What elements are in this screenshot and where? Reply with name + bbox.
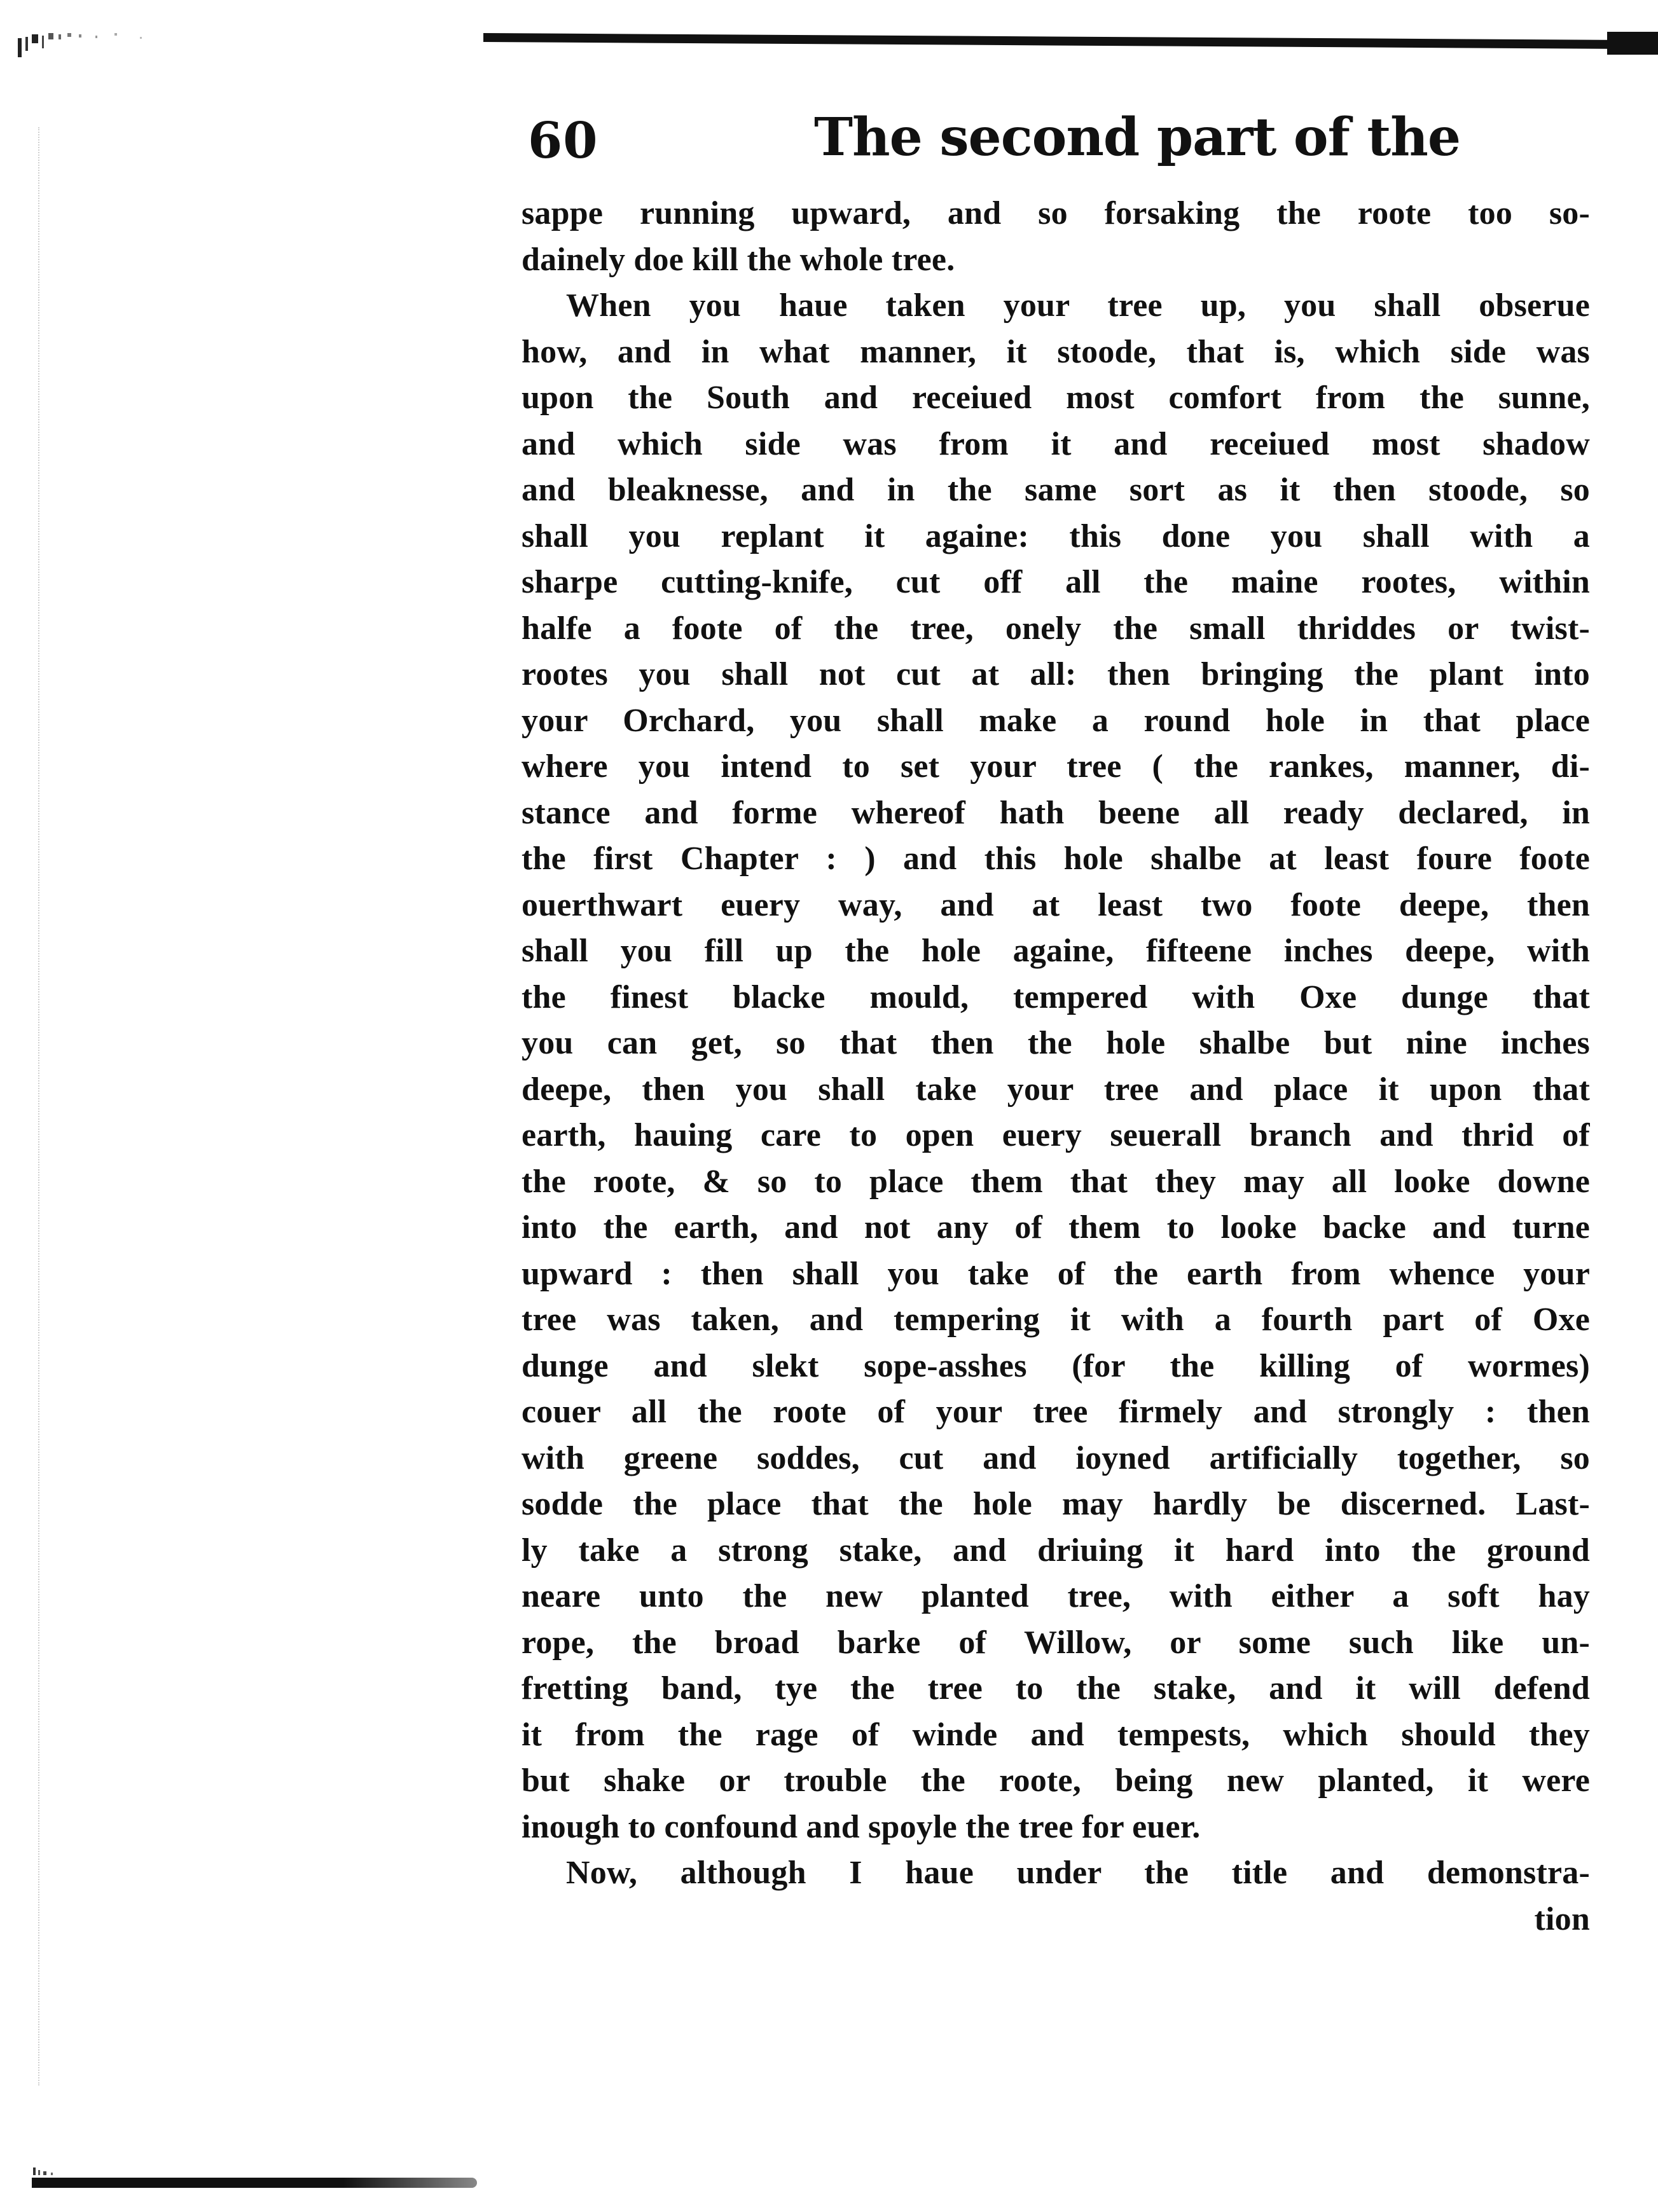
text-line: how, and in what manner, it stoode, that is, which side was [522,333,1590,370]
scan-specks-bottom-left [32,2165,108,2178]
text-line: rootes you shall not cut at all: then bringing the plant into [522,656,1590,692]
text-line: sharpe cutting-knife, cut off all the maine rootes, within [522,564,1590,600]
text-line: When you haue taken your tree up, you shall obserue [566,287,1590,324]
text-line: sappe running upward, and so forsaking the roote too so- [522,195,1590,231]
text-line: shall you fill up the hole againe, fifteene inches deepe, with [522,933,1590,969]
text-line: where you intend to set your tree ( the rankes, manner, di- [522,748,1590,785]
text-line: and which side was from it and receiued most shadow [522,425,1590,462]
running-head: The second part of the [814,107,1461,168]
text-line: stance and forme whereof hath beene all ready declared, in [522,794,1590,831]
text-line: the first Chapter : ) and this hole shalbe at least foure foote [522,841,1590,877]
text-line: neare unto the new planted tree, with either a soft hay [522,1578,1590,1614]
text-line: sodde the place that the hole may hardly be discerned. Last- [522,1486,1590,1522]
text-line: but shake or trouble the roote, being new planted, it were [522,1762,1590,1799]
text-line: you can get, so that then the hole shalbe but nine inches [522,1025,1590,1061]
text-line: tion [1534,1900,1590,1937]
text-line: earth, hauing care to open euery seuerall branch and thrid of [522,1117,1590,1153]
body-text [522,191,1590,1942]
text-line: Now, although I haue under the title and demonstra- [566,1855,1590,1891]
text-line: shall you replant it againe: this done you shall with a [522,518,1590,554]
text-line: dunge and slekt sope-asshes (for the killing of wormes) [522,1347,1590,1384]
text-line: deepe, then you shall take your tree and place it upon that [522,1071,1590,1108]
text-line: inough to confound and spoyle the tree for euer. [522,1808,1201,1845]
text-line: and bleaknesse, and in the same sort as it then stoode, so [522,472,1590,508]
text-line: into the earth, and not any of them to looke backe and turne [522,1209,1590,1246]
text-line: couer all the roote of your tree firmely and strongly : then [522,1394,1590,1430]
text-line: upward : then shall you take of the earth from whence your [522,1255,1590,1292]
scan-specks-top-left [13,25,178,64]
text-line: your Orchard, you shall make a round hole in that place [522,702,1590,739]
text-line: ly take a strong stake, and driuing it hard into the ground [522,1532,1590,1569]
text-line: it from the rage of winde and tempests, which should they [522,1716,1590,1753]
page-number: 60 [528,112,598,170]
text-line: fretting band, tye the tree to the stake, and it will defend [522,1670,1590,1707]
text-line: upon the South and receiued most comfort from the sunne, [522,380,1590,416]
text-line: tree was taken, and tempering it with a fourth part of Oxe [522,1302,1590,1338]
text-line: the roote, & so to place them that they may all looke downe [522,1163,1590,1200]
text-line: the finest blacke mould, tempered with Oxe dunge that [522,979,1590,1015]
bottom-rule [32,2178,477,2188]
scan-margin-noise [38,127,47,2085]
text-line: halfe a foote of the tree, onely the small thriddes or twist- [522,610,1590,647]
page-header [528,107,1609,189]
text-line: with greene soddes, cut and ioyned artificially together, so [522,1439,1590,1476]
top-rule [483,33,1654,49]
text-line: rope, the broad barke of Willow, or some such like un- [522,1624,1590,1661]
text-line: dainely doe kill the whole tree. [522,241,955,278]
top-rule-edge [1607,32,1658,55]
text-line: ouerthwart euery way, and at least two foote deepe, then [522,886,1590,923]
